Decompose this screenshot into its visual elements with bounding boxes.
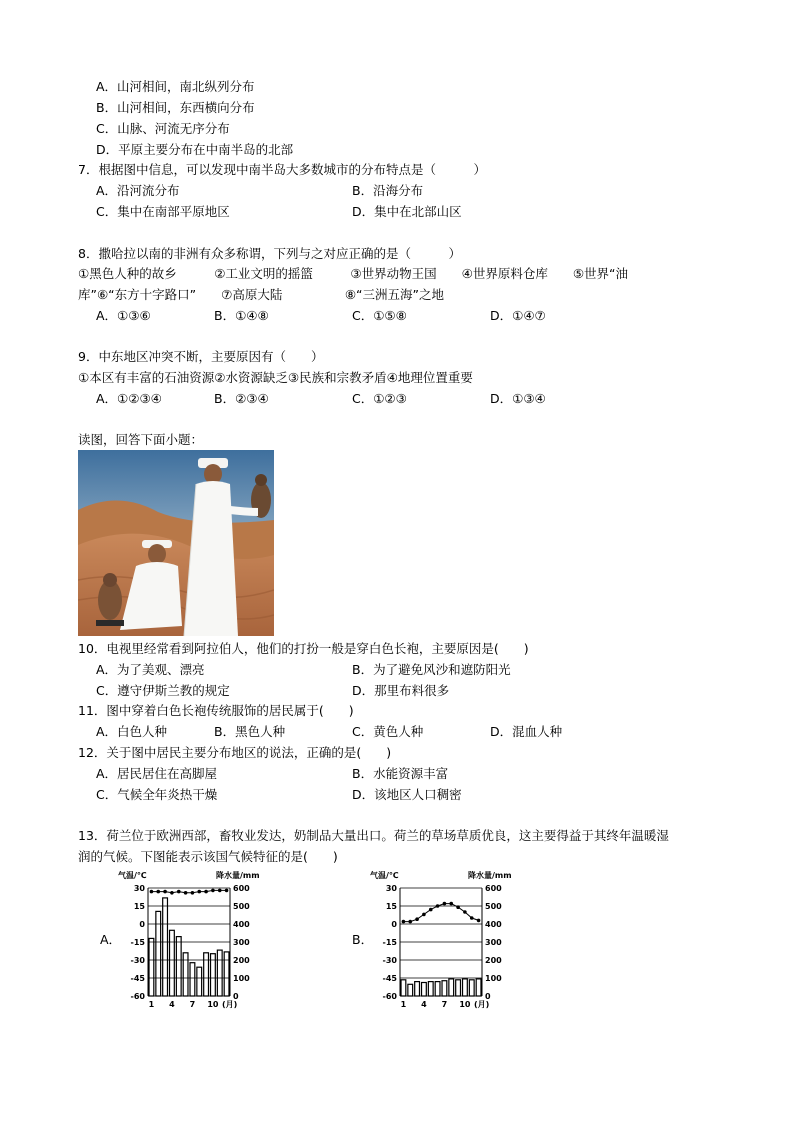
precipitation-axis-title: 降水量/mm	[216, 871, 260, 880]
q7-option-b: B．沿海分布	[352, 183, 424, 198]
temperature-tick-label: 30	[385, 884, 397, 893]
q10-stem: 10．电视里经常看到阿拉伯人，他们的打扮一般是穿白色长袍，主要原因是( )	[78, 641, 529, 656]
q9-option-a: A．①②③④	[96, 391, 162, 406]
precipitation-tick-label: 400	[485, 920, 502, 929]
precipitation-tick-label: 600	[233, 884, 250, 893]
q13-stem-line2: 润的气候。下图能表示该国气候特征的是( )	[78, 849, 338, 864]
month-tick-label: 10	[207, 1000, 219, 1009]
precipitation-bar	[170, 930, 175, 996]
temperature-point	[477, 919, 481, 923]
precipitation-bar	[163, 898, 168, 996]
q8-option-b: B．①④⑧	[214, 308, 269, 323]
temperature-point	[150, 890, 154, 894]
temperature-tick-label: -60	[130, 992, 145, 1001]
precipitation-bar	[463, 979, 468, 996]
climate-chart-b	[368, 870, 524, 1012]
temperature-point	[177, 890, 181, 894]
temperature-point	[163, 890, 167, 894]
temperature-point	[211, 889, 215, 893]
temperature-point	[443, 902, 447, 906]
temperature-point	[191, 891, 195, 895]
precipitation-bar	[183, 953, 188, 996]
q6-option-d: D．平原主要分布在中南半岛的北部	[96, 142, 294, 157]
temperature-axis-title: 气温/℃	[118, 871, 147, 880]
month-tick-label: 4	[421, 1000, 427, 1009]
temperature-tick-label: -45	[382, 974, 397, 983]
q9-option-d: D．①③④	[490, 391, 546, 406]
q11-option-c: C．黄色人种	[352, 724, 424, 739]
q6-option-a: A．山河相间，南北纵列分布	[96, 79, 255, 94]
temperature-tick-label: 15	[133, 902, 145, 911]
precipitation-tick-label: 100	[233, 974, 250, 983]
precipitation-tick-label: 300	[485, 938, 502, 947]
q10-option-a: A．为了美观、漂亮	[96, 662, 205, 677]
q8-items-line1: ①黑色人种的故乡 ②工业文明的摇篮 ③世界动物王国 ④世界原料仓库 ⑤世界“油	[78, 266, 629, 281]
precipitation-tick-label: 400	[233, 920, 250, 929]
temperature-tick-label: 0	[391, 920, 397, 929]
month-tick-label: 10	[459, 1000, 471, 1009]
precipitation-bar	[476, 979, 481, 996]
q11-option-d: D．混血人种	[490, 724, 563, 739]
precipitation-bar	[190, 963, 195, 996]
temperature-point	[170, 891, 174, 895]
q10-option-b: B．为了避免风沙和遮防阳光	[352, 662, 511, 677]
month-tick-label: 1	[148, 1000, 155, 1009]
temperature-point	[225, 889, 229, 893]
temperature-tick-label: 30	[133, 884, 145, 893]
precipitation-bar	[149, 938, 154, 996]
precipitation-bar	[449, 979, 454, 996]
temperature-point	[156, 890, 160, 894]
precipitation-tick-label: 200	[233, 956, 250, 965]
temperature-axis-title: 气温/℃	[370, 871, 399, 880]
precipitation-bar	[456, 980, 461, 996]
precipitation-bar	[408, 984, 413, 996]
temperature-tick-label: -30	[382, 956, 397, 965]
temperature-point	[429, 908, 433, 912]
month-unit-label: (月)	[474, 1000, 490, 1009]
precipitation-tick-label: 600	[485, 884, 502, 893]
temperature-tick-label: 0	[139, 920, 145, 929]
month-unit-label: (月)	[222, 1000, 238, 1009]
temperature-tick-label: -45	[130, 974, 145, 983]
desert-photo	[78, 450, 274, 636]
precipitation-bar	[204, 953, 209, 996]
temperature-tick-label: -60	[382, 992, 397, 1001]
precipitation-tick-label: 500	[485, 902, 502, 911]
temperature-point	[402, 920, 406, 924]
precipitation-bar	[176, 937, 181, 996]
q13-stem-line1: 13．荷兰位于欧洲西部，畜牧业发达，奶制品大量出口。荷兰的草场草质优良，这主要得益于其终年温暖湿	[78, 828, 669, 843]
precipitation-tick-label: 500	[233, 902, 250, 911]
temperature-tick-label: -15	[130, 938, 145, 947]
q12-option-a: A．居民居住在高脚屋	[96, 766, 218, 781]
q9-items: ①本区有丰富的石油资源②水资源缺乏③民族和宗教矛盾④地理位置重要	[78, 370, 473, 385]
temperature-point	[218, 889, 222, 893]
temperature-point	[415, 917, 419, 921]
precipitation-bar	[224, 952, 229, 996]
month-tick-label: 4	[169, 1000, 175, 1009]
temperature-point	[436, 904, 440, 908]
q10-option-c: C．遵守伊斯兰教的规定	[96, 683, 230, 698]
temperature-point	[408, 920, 412, 924]
q7-option-c: C．集中在南部平原地区	[96, 204, 230, 219]
q11-option-b: B．黑色人种	[214, 724, 286, 739]
q8-stem: 8．撒哈拉以南的非洲有众多称谓，下列与之对应正确的是（ ）	[78, 246, 461, 261]
temperature-tick-label: -15	[382, 938, 397, 947]
precipitation-tick-label: 300	[233, 938, 250, 947]
temperature-point	[184, 891, 188, 895]
q12-option-d: D．该地区人口稠密	[352, 787, 462, 802]
temperature-tick-label: 15	[385, 902, 397, 911]
q13-option-b-label: B．	[352, 932, 374, 947]
q12-option-c: C．气候全年炎热干燥	[96, 787, 218, 802]
month-tick-label: 7	[189, 1000, 196, 1009]
temperature-point	[197, 890, 201, 894]
precipitation-tick-label: 100	[485, 974, 502, 983]
q9-option-b: B．②③④	[214, 391, 269, 406]
precipitation-tick-label: 0	[485, 992, 491, 1001]
temperature-line	[151, 890, 226, 892]
q11-option-a: A．白色人种	[96, 724, 168, 739]
temperature-point	[456, 905, 460, 909]
temperature-point	[463, 910, 467, 914]
temperature-point	[204, 890, 208, 894]
q6-option-c: C．山脉、河流无序分布	[96, 121, 230, 136]
precipitation-bar	[217, 950, 222, 996]
precipitation-bar	[415, 982, 420, 996]
temperature-point	[449, 902, 453, 906]
precipitation-bar	[469, 980, 474, 996]
precipitation-bar	[435, 982, 440, 996]
precipitation-bar	[197, 967, 202, 996]
q8-items-line2: 库”⑥“东方十字路口” ⑦高原大陆 ⑧“三洲五海”之地	[78, 287, 444, 302]
read-figure-prompt: 读图，回答下面小题：	[78, 432, 204, 447]
q9-stem: 9．中东地区冲突不断，主要原因有（ ）	[78, 349, 324, 364]
month-tick-label: 7	[441, 1000, 448, 1009]
q8-option-a: A．①③⑥	[96, 308, 151, 323]
q7-option-a: A．沿河流分布	[96, 183, 180, 198]
q8-option-d: D．①④⑦	[490, 308, 546, 323]
desert-photo-illustration	[78, 450, 274, 636]
q12-option-b: B．水能资源丰富	[352, 766, 449, 781]
precipitation-tick-label: 200	[485, 956, 502, 965]
climate-chart-a	[116, 870, 272, 1012]
q10-option-d: D．那里布料很多	[352, 683, 450, 698]
q9-option-c: C．①②③	[352, 391, 407, 406]
q8-option-c: C．①⑤⑧	[352, 308, 407, 323]
temperature-point	[470, 916, 474, 920]
q13-option-a-label: A．	[100, 932, 122, 947]
precipitation-bar	[442, 981, 447, 996]
precipitation-bar	[428, 982, 433, 996]
q6-option-b: B．山河相间，东西横向分布	[96, 100, 255, 115]
temperature-point	[422, 913, 426, 917]
q11-stem: 11．图中穿着白色长袍传统服饰的居民属于( )	[78, 703, 354, 718]
precipitation-bar	[422, 983, 427, 997]
precipitation-bar	[401, 980, 406, 996]
q7-option-d: D．集中在北部山区	[352, 204, 462, 219]
q7-stem: 7．根据图中信息，可以发现中南半岛大多数城市的分布特点是（ ）	[78, 162, 486, 177]
month-tick-label: 1	[400, 1000, 407, 1009]
q12-stem: 12．关于图中居民主要分布地区的说法，正确的是( )	[78, 745, 392, 760]
precipitation-axis-title: 降水量/mm	[468, 871, 512, 880]
temperature-tick-label: -30	[130, 956, 145, 965]
precipitation-tick-label: 0	[233, 992, 239, 1001]
